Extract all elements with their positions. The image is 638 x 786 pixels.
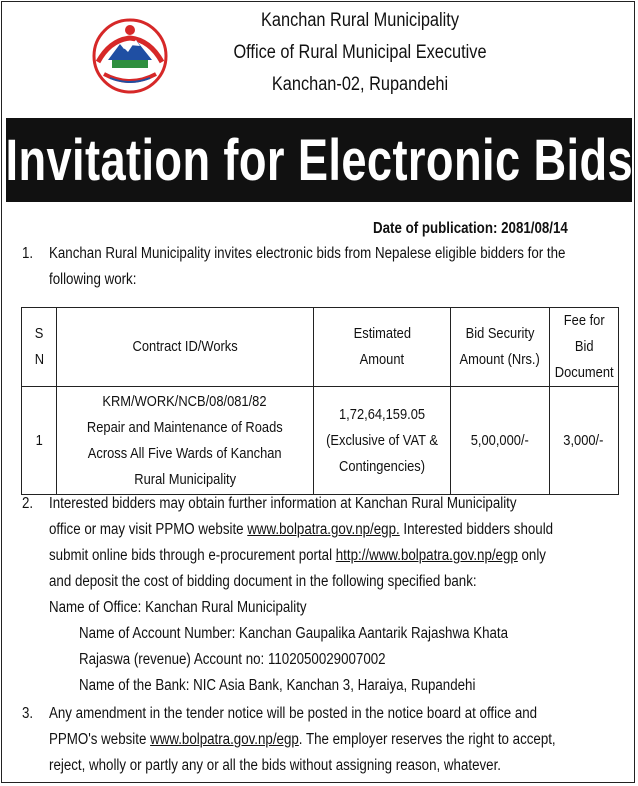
item-3-line-3: reject, wholly or partly any or all the bids without assigning reason, whatever.	[49, 757, 501, 774]
letterhead	[2, 2, 636, 115]
works-table	[21, 307, 619, 495]
item-3-line-1: Any amendment in the tender notice will be posted in the notice board at office and	[49, 705, 538, 722]
municipality-name: Kanchan Rural Municipality	[260, 10, 459, 31]
nepal-government-emblem-icon	[90, 16, 170, 96]
item-3-number: 3.	[22, 705, 34, 722]
bank-name-detail: Name of the Bank: NIC Asia Bank, Kanchan 3, Haraiya, Rupandehi	[79, 677, 476, 694]
item-1-line-2: following work:	[49, 271, 137, 288]
bolpatra-link-1[interactable]: www.bolpatra.gov.np/egp.	[247, 521, 400, 538]
row-sn: 1	[22, 387, 57, 495]
egp-portal-link[interactable]: http://www.bolpatra.gov.np/egp	[335, 547, 518, 564]
title-banner	[6, 118, 632, 202]
item-1-number: 1.	[22, 245, 34, 262]
office-name-detail: Name of Office: Kanchan Rural Municipality	[49, 599, 307, 616]
office-address: Kanchan-02, Rupandehi	[271, 74, 449, 95]
page-title: Invitation for Electronic Bids	[5, 127, 633, 193]
item-2-line-3: submit online bids through e-procurement portal http://www.bolpatra.gov.np/egp only	[49, 547, 546, 564]
row-fee: 3,000/-	[549, 387, 618, 495]
header-estimated-amount: Estimated Amount	[313, 308, 451, 387]
bolpatra-link-2[interactable]: www.bolpatra.gov.np/egp	[150, 731, 299, 748]
header-bid-security: Bid Security Amount (Nrs.)	[451, 308, 549, 387]
row-estimated-amount: 1,72,64,159.05 (Exclusive of VAT & Contingencies)	[313, 387, 451, 495]
account-name-detail: Name of Account Number: Kanchan Gaupalika Aantarik Rajashwa Khata	[79, 625, 509, 642]
header-sn: S N	[22, 308, 57, 387]
table-row	[22, 387, 619, 495]
row-contract: KRM/WORK/NCB/08/081/82 Repair and Maintenance of Roads Across All Five Wards of Kanchan Rural Municipality	[56, 387, 313, 495]
item-3-line-2: PPMO's website www.bolpatra.gov.np/egp. The employer reserves the right to accept,	[49, 731, 556, 748]
item-2-number: 2.	[22, 495, 34, 512]
item-2-line-2: office or may visit PPMO website www.bolpatra.gov.np/egp. Interested bidders should	[49, 521, 554, 538]
table-header-row	[22, 308, 619, 387]
item-1-line-1: Kanchan Rural Municipality invites electronic bids from Nepalese eligible bidders for the	[49, 245, 566, 262]
row-bid-security: 5,00,000/-	[451, 387, 549, 495]
notice-frame	[1, 1, 635, 783]
publication-date: Date of publication: 2081/08/14	[373, 220, 568, 237]
office-name: Office of Rural Municipal Executive	[233, 42, 487, 63]
header-fee: Fee for Bid Document	[549, 308, 618, 387]
account-number-detail: Rajaswa (revenue) Account no: 1102050029007002	[79, 651, 386, 668]
item-2-line-4: and deposit the cost of bidding document in the following specified bank:	[49, 573, 477, 590]
item-2-line-1: Interested bidders may obtain further information at Kanchan Rural Municipality	[49, 495, 517, 512]
header-contract: Contract ID/Works	[56, 308, 313, 387]
